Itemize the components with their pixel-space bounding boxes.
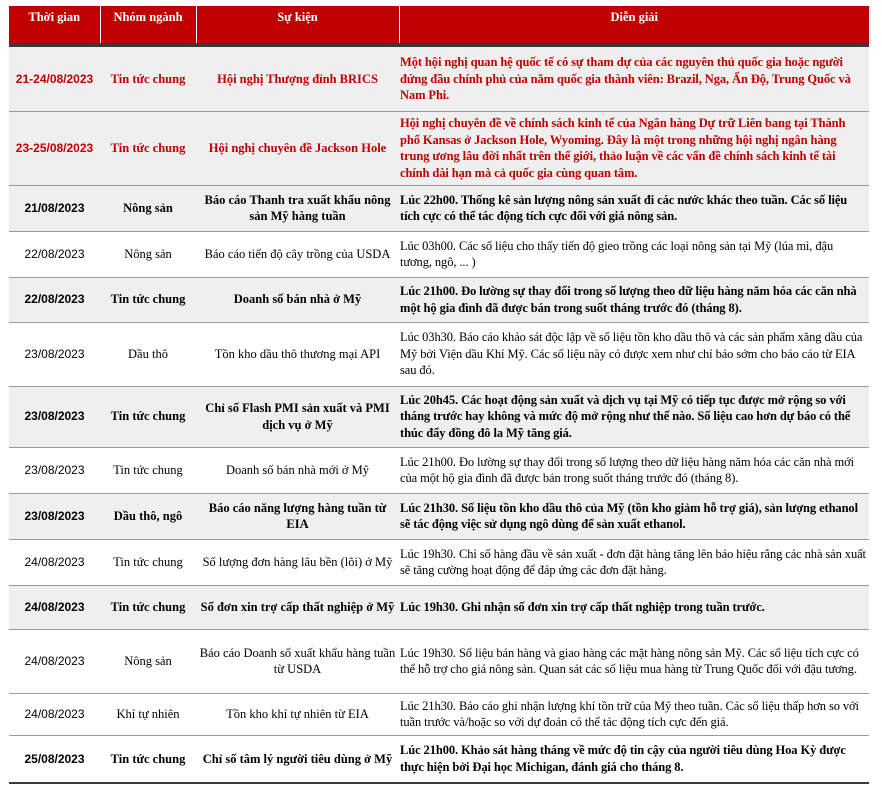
row-time: 21-24/08/2023	[9, 45, 100, 111]
row-event: Tồn kho khí tự nhiên từ EIA	[196, 693, 399, 735]
row-group: Dầu thô	[100, 322, 196, 386]
table-row	[9, 111, 869, 185]
row-description: Lúc 21h00. Đo lường sự thay đổi trong số lượng theo dữ liệu hàng năm hóa các căn nhà mới của một hộ gia đình đã được bán trong suốt tháng trước đó (tháng 8).	[399, 447, 869, 493]
header-group: Nhóm ngành	[100, 6, 196, 45]
row-description: Hội nghị chuyên đề về chính sách kinh tế của Ngân hàng Dự trữ Liên bang tại Thành phố Kansas ở Jackson Hole, Wyoming. Đây là một trong những hội nghị ngân hàng trung ương lâu đời nhất trên thế giới, thảo luận về các vấn đề chính sách kinh tế tài chính dài hạn mà cả quốc gia cùng quan tâm.	[399, 111, 869, 185]
header-event: Sự kiện	[196, 6, 399, 45]
row-event: Hội nghị Thượng đỉnh BRICS	[196, 45, 399, 111]
table-row	[9, 277, 869, 322]
row-event: Báo cáo Thanh tra xuất khẩu nông sản Mỹ hàng tuần	[196, 185, 399, 231]
table-row	[9, 493, 869, 539]
row-group: Khí tự nhiên	[100, 693, 196, 735]
row-time: 23/08/2023	[9, 447, 100, 493]
table-row	[9, 45, 869, 111]
row-event: Báo cáo tiến độ cây trồng của USDA	[196, 231, 399, 277]
row-event: Chỉ số tâm lý người tiêu dùng ở Mỹ	[196, 735, 399, 783]
row-description: Lúc 19h30. Chỉ số hàng đầu về sản xuất - đơn đặt hàng tăng lên báo hiệu rằng các nhà sản xuất sẽ tăng cường hoạt động để đáp ứng các đơn đặt hàng.	[399, 539, 869, 585]
table-row	[9, 693, 869, 735]
row-time: 23/08/2023	[9, 493, 100, 539]
row-event: Doanh số bán nhà mới ở Mỹ	[196, 447, 399, 493]
table-row	[9, 539, 869, 585]
row-description: Lúc 19h30. Số liệu bán hàng và giao hàng các mặt hàng nông sản Mỹ. Các số liệu tích cực có thể hỗ trợ cho giá nông sản. Quan sát các số liệu mua hàng từ Trung Quốc đối với đậu tương.	[399, 629, 869, 693]
row-time: 23-25/08/2023	[9, 111, 100, 185]
row-description: Lúc 19h30. Ghi nhận số đơn xin trợ cấp thất nghiệp trong tuần trước.	[399, 585, 869, 629]
row-group: Tin tức chung	[100, 277, 196, 322]
row-group: Tin tức chung	[100, 539, 196, 585]
row-group: Tin tức chung	[100, 735, 196, 783]
row-description: Lúc 21h00. Khảo sát hàng tháng về mức độ tin cậy của người tiêu dùng Hoa Kỳ được thực hiện bởi Đại học Michigan, đánh giá cho tháng 8.	[399, 735, 869, 783]
row-description: Một hội nghị quan hệ quốc tế có sự tham dự của các nguyên thủ quốc gia hoặc người đứng đầu chính phủ của năm quốc gia thành viên: Brazil, Nga, Ấn Độ, Trung Quốc và Nam Phi.	[399, 45, 869, 111]
row-time: 21/08/2023	[9, 185, 100, 231]
calendar-table-wrapper	[9, 6, 869, 784]
table-row	[9, 447, 869, 493]
row-description: Lúc 21h30. Số liệu tồn kho dầu thô của Mỹ (tồn kho giảm hỗ trợ giá), sản lượng ethanol sẽ tác động việc sử dụng ngô dùng để sản xuất ethanol.	[399, 493, 869, 539]
row-event: Số lượng đơn hàng lâu bền (lõi) ở Mỹ	[196, 539, 399, 585]
row-event: Báo cáo Doanh số xuất khẩu hàng tuần từ USDA	[196, 629, 399, 693]
row-group: Nông sản	[100, 629, 196, 693]
row-time: 24/08/2023	[9, 539, 100, 585]
table-row	[9, 629, 869, 693]
table-row	[9, 231, 869, 277]
row-time: 22/08/2023	[9, 231, 100, 277]
row-time: 24/08/2023	[9, 693, 100, 735]
row-event: Báo cáo năng lượng hàng tuần từ EIA	[196, 493, 399, 539]
row-event: Chỉ số Flash PMI sản xuất và PMI dịch vụ ở Mỹ	[196, 386, 399, 447]
row-time: 22/08/2023	[9, 277, 100, 322]
row-event: Tồn kho dầu thô thương mại API	[196, 322, 399, 386]
row-time: 23/08/2023	[9, 322, 100, 386]
table-header-row	[9, 6, 869, 45]
row-time: 23/08/2023	[9, 386, 100, 447]
row-description: Lúc 03h00. Các số liệu cho thấy tiến độ gieo trồng các loại nông sản tại Mỹ (lúa mì, đậu tương, ngô, ... )	[399, 231, 869, 277]
row-group: Dầu thô, ngô	[100, 493, 196, 539]
row-group: Nông sản	[100, 231, 196, 277]
table-row	[9, 322, 869, 386]
row-time: 24/08/2023	[9, 629, 100, 693]
header-description: Diễn giải	[399, 6, 869, 45]
header-time: Thời gian	[9, 6, 100, 45]
row-description: Lúc 21h30. Báo cáo ghi nhận lượng khí tồn trữ của Mỹ theo tuần. Các số liệu thấp hơn so với tuần trước và/hoặc so với dự đoán có thể tác động tích cực đến giá.	[399, 693, 869, 735]
row-group: Tin tức chung	[100, 386, 196, 447]
economic-calendar-table	[9, 6, 869, 784]
row-event: Số đơn xin trợ cấp thất nghiệp ở Mỹ	[196, 585, 399, 629]
row-group: Tin tức chung	[100, 447, 196, 493]
row-group: Tin tức chung	[100, 45, 196, 111]
table-row	[9, 585, 869, 629]
row-time: 24/08/2023	[9, 585, 100, 629]
row-description: Lúc 20h45. Các hoạt động sản xuất và dịch vụ tại Mỹ có tiếp tục được mở rộng so với tháng trước hay không và mức độ mở rộng như thế nào. Số liệu cao hơn dự báo có thể thúc đẩy đồng đô la Mỹ tăng giá.	[399, 386, 869, 447]
row-description: Lúc 22h00. Thống kê sản lượng nông sản xuất đi các nước khác theo tuần. Các số liệu tích cực có thể tác động tích cực đối với giá nông sản.	[399, 185, 869, 231]
row-group: Nông sản	[100, 185, 196, 231]
table-row	[9, 386, 869, 447]
row-event: Doanh số bán nhà ở Mỹ	[196, 277, 399, 322]
row-description: Lúc 03h30. Báo cáo khảo sát độc lập về số liệu tồn kho dầu thô và các sản phẩm xăng dầu của Mỹ bởi Viện dầu Khí Mỹ. Các số liệu này có được xem như chỉ báo sớm cho báo cáo từ EIA sau đó.	[399, 322, 869, 386]
table-row	[9, 185, 869, 231]
row-event: Hội nghị chuyên đề Jackson Hole	[196, 111, 399, 185]
row-group: Tin tức chung	[100, 585, 196, 629]
table-row	[9, 735, 869, 783]
row-group: Tin tức chung	[100, 111, 196, 185]
row-time: 25/08/2023	[9, 735, 100, 783]
row-description: Lúc 21h00. Đo lường sự thay đổi trong số lượng theo dữ liệu hàng năm hóa các căn nhà một hộ gia đình đã được bán trong suốt tháng trước đó (tháng 8).	[399, 277, 869, 322]
